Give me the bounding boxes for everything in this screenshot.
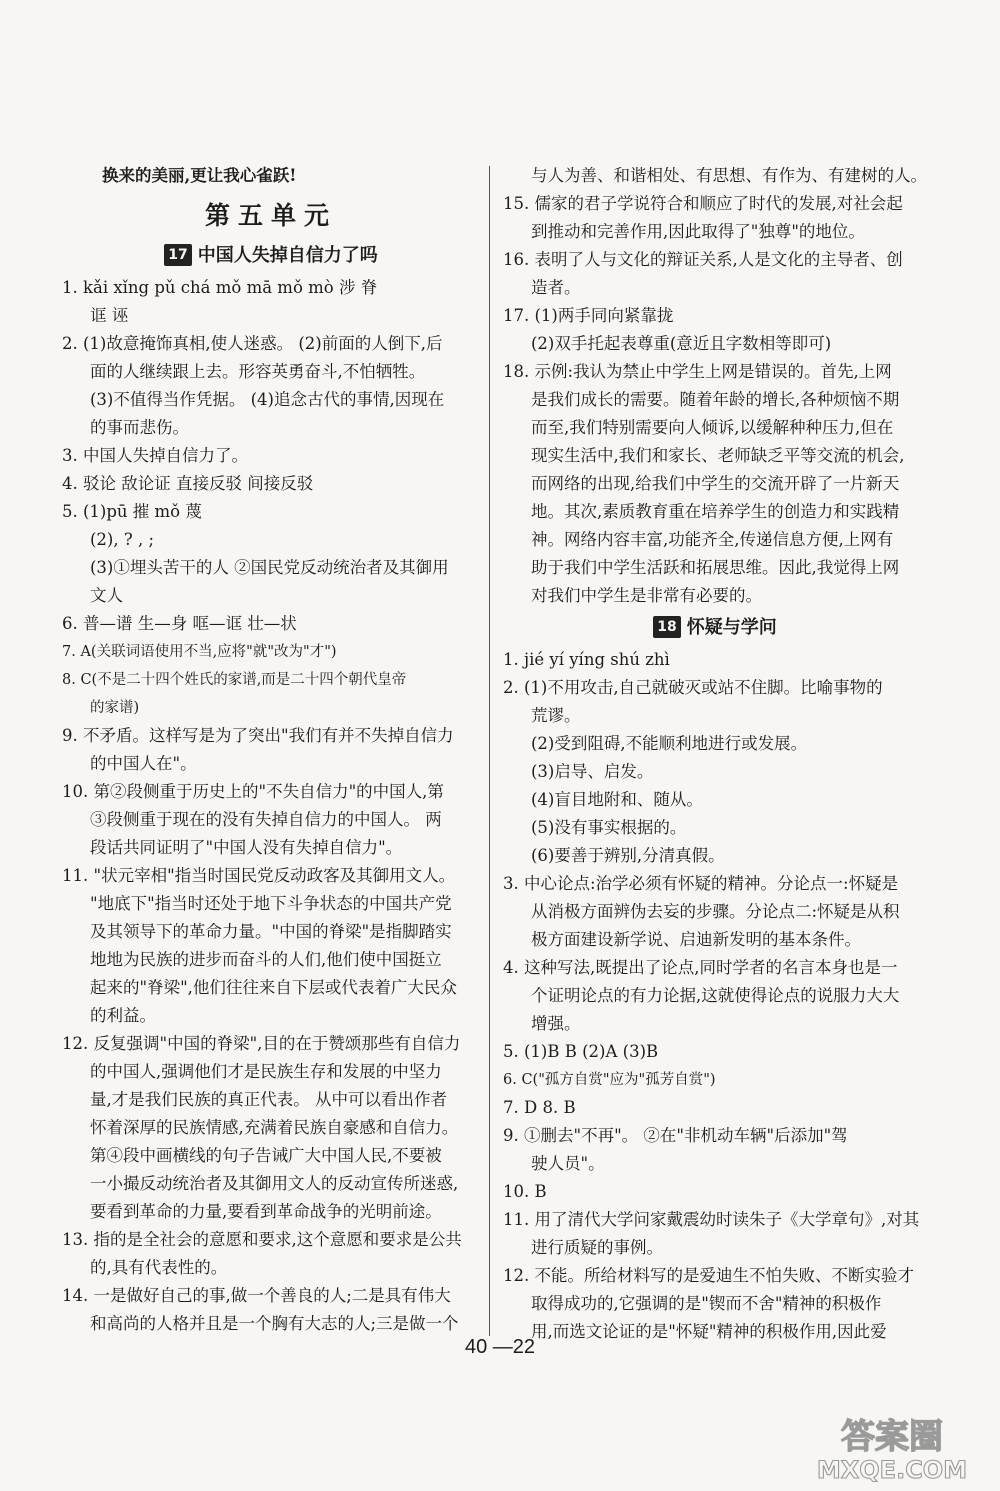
answer-line: 要看到革命的力量,要看到革命战争的光明前途。	[90, 1202, 442, 1221]
answer-line: (2)双手托起表尊重(意近且字数相等即可)	[531, 334, 832, 353]
answer-line: 文人	[90, 586, 123, 605]
answer-line: 一小撮反动统治者及其御用文人的反动宣传所迷惑,	[90, 1174, 459, 1193]
answer-line: 荒谬。	[531, 706, 581, 725]
answer-line: 的中国人,强调他们才是民族生存和发展的中坚力	[90, 1062, 442, 1081]
answer-line: 诓 诬	[90, 306, 129, 325]
answer-line: 7. A(关联词语使用不当,应将"就"改为"才")	[62, 644, 337, 660]
unit-title: 第五单元	[204, 201, 337, 230]
answer-line: 第④段中画横线的句子告诫广大中国人民,不要被	[90, 1146, 442, 1165]
answer-line: 14. 一是做好自己的事,做一个善良的人;二是具有伟大	[62, 1286, 451, 1305]
watermark-logo	[800, 1408, 985, 1484]
answer-line: 与人为善、和谐相处、有思想、有作为、有建树的人。	[531, 166, 927, 185]
answer-line: 4. 驳论 敌论证 直接反驳 间接反驳	[62, 474, 314, 493]
answer-line: 3. 中国人失掉自信力了。	[62, 446, 248, 465]
answer-line: 换来的美丽,更让我心雀跃!	[102, 166, 297, 185]
answer-line: 2. (1)故意掩饰真相,使人迷惑。 (2)前面的人倒下,后	[62, 334, 443, 353]
answer-line: 10. 第②段侧重于历史上的"不失自信力"的中国人,第	[62, 782, 444, 801]
answer-line: 而至,我们特别需要向人倾诉,以缓解种种压力,但在	[531, 418, 894, 437]
answer-line: 的,具有代表性的。	[90, 1258, 228, 1277]
answer-line: 地地为民族的进步而奋斗的人们,他们使中国挺立	[90, 950, 442, 969]
answer-line: 从消极方面辨伪去妄的步骤。分论点二:怀疑是从积	[531, 902, 900, 921]
page-number: 40 —22	[464, 1336, 536, 1358]
answer-line: (6)要善于辨别,分清真假。	[531, 846, 725, 865]
answer-line: 12. 不能。所给材料写的是爱迪生不怕失败、不断实验才	[503, 1266, 914, 1285]
lesson-number-badge: 18	[653, 616, 680, 638]
answer-line: 用,而选文论证的是"怀疑"精神的积极作用,因此爱	[531, 1322, 887, 1341]
right-column	[503, 162, 927, 1346]
answer-line: 11. "状元宰相"指当时国民党反动政客及其御用文人。	[62, 866, 456, 885]
answer-line: 对我们中学生是非常有必要的。	[531, 586, 762, 605]
answer-line: 极方面建设新学说、启迪新发明的基本条件。	[531, 930, 861, 949]
answer-line: 2. (1)不用攻击,自己就破灭或站不住脚。比喻事物的	[503, 678, 883, 697]
answer-line: 而网络的出现,给我们中学生的交流开辟了一片新天	[531, 474, 900, 493]
answer-line: (2), ? , ;	[90, 530, 155, 549]
answer-line: ③段侧重于现在的没有失掉自信力的中国人。 两	[90, 810, 442, 829]
answer-line: 的利益。	[90, 1006, 156, 1025]
lesson-title-text: 中国人失掉自信力了吗	[197, 245, 378, 266]
answer-line: 的家谱)	[90, 700, 140, 716]
answer-line: (4)盲目地附和、随从。	[531, 790, 703, 809]
watermark-en-text: MXQE.COM	[816, 1456, 968, 1484]
answer-line: 4. 这种写法,既提出了论点,同时学者的名言本身也是一	[503, 958, 898, 977]
answer-line: 17. (1)两手同向紧靠拢	[503, 306, 674, 325]
answer-line: 13. 指的是全社会的意愿和要求,这个意愿和要求是公共	[62, 1230, 462, 1249]
answer-line: 增强。	[531, 1014, 581, 1033]
answer-line: 和高尚的人格并且是一个胸有大志的人;三是做一个	[90, 1314, 459, 1333]
answer-line: (3)启导、启发。	[531, 762, 654, 781]
answer-line: 3. 中心论点:治学必须有怀疑的精神。分论点一:怀疑是	[503, 874, 899, 893]
answer-line: 地。其次,素质教育重在培养学生的创造力和实践精	[531, 502, 900, 521]
answer-line: 助于我们中学生活跃和拓展思维。因此,我觉得上网	[531, 558, 900, 577]
answer-line: 量,才是我们民族的真正代表。 从中可以看出作者	[90, 1090, 447, 1109]
watermark-cn-text: 答案圈	[841, 1417, 943, 1457]
answer-line: (3)不值得当作凭据。 (4)追念古代的事情,因现在	[90, 390, 445, 409]
answer-line: 1. jié yí yíng shú zhì	[503, 650, 670, 669]
answer-line: (2)受到阻碍,不能顺利地进行或发展。	[531, 734, 808, 753]
answer-line: 个证明论点的有力论据,这就使得论点的说服力大大	[531, 986, 900, 1005]
lesson-title-text: 怀疑与学问	[686, 617, 777, 638]
answer-line: 9. ①删去"不再"。 ②在"非机动车辆"后添加"驾	[503, 1126, 848, 1145]
answer-line: 1. kǎi xǐng pǔ chá mǒ mā mǒ mò 涉 脊	[62, 278, 378, 297]
answer-line: 造者。	[531, 278, 581, 297]
answer-line: 5. (1)B B (2)A (3)B	[503, 1042, 659, 1061]
lesson-number-badge: 17	[164, 244, 191, 266]
answer-line: 11. 用了清代大学问家戴震幼时读朱子《大学章句》,对其	[503, 1210, 920, 1229]
answer-line: 到推动和完善作用,因此取得了"独尊"的地位。	[531, 222, 865, 241]
answer-line: 是我们成长的需要。随着年龄的增长,各种烦恼不期	[531, 390, 900, 409]
answer-line: 神。网络内容丰富,功能齐全,传递信息方便,上网有	[531, 530, 894, 549]
answer-line: 的事而悲伤。	[90, 418, 189, 437]
left-column	[62, 162, 480, 1338]
answer-line: 8. C(不是二十四个姓氏的家谱,而是二十四个朝代皇帝	[62, 672, 407, 688]
answer-line: 18. 示例:我认为禁止中学生上网是错误的。首先,上网	[503, 362, 892, 381]
lesson-title	[62, 238, 480, 274]
answer-line: 起来的"脊梁",他们往往来自下层或代表着广大民众	[90, 978, 457, 997]
answer-line: 怀着深厚的民族情感,充满着民族自豪感和自信力。	[90, 1118, 459, 1137]
answer-line: 面的人继续跟上去。形容英勇奋斗,不怕牺牲。	[90, 362, 426, 381]
answer-line: (5)没有事实根据的。	[531, 818, 687, 837]
answer-line: 15. 儒家的君子学说符合和顺应了时代的发展,对社会起	[503, 194, 903, 213]
answer-line: 5. (1)pū 摧 mǒ 蔑	[62, 502, 202, 521]
answer-line: (3)①埋头苦干的人 ②国民党反动统治者及其御用	[90, 558, 449, 577]
answer-line: "地底下"指当时还处于地下斗争状态的中国共产党	[90, 894, 452, 913]
answer-line: 段话共同证明了"中国人没有失掉自信力"。	[90, 838, 403, 857]
lesson-title	[503, 610, 927, 646]
answer-line: 驶人员"。	[531, 1154, 605, 1173]
answer-line: 12. 反复强调"中国的脊梁",目的在于赞颂那些有自信力	[62, 1034, 461, 1053]
answer-line: 7. D 8. B	[503, 1098, 576, 1117]
answer-line: 16. 表明了人与文化的辩证关系,人是文化的主导者、创	[503, 250, 903, 269]
answer-line: 进行质疑的事例。	[531, 1238, 663, 1257]
answer-line: 6. 普—谱 生—身 哐—诓 壮—状	[62, 614, 297, 633]
answer-line: 取得成功的,它强调的是"锲而不舍"精神的积极作	[531, 1294, 882, 1313]
answer-line: 6. C("孤方自赏"应为"孤芳自赏")	[503, 1072, 716, 1088]
answer-line: 的中国人在"。	[90, 754, 197, 773]
answer-line: 10. B	[503, 1182, 547, 1201]
column-divider	[489, 166, 490, 1336]
answer-line: 及其领导下的革命力量。"中国的脊梁"是指脚踏实	[90, 922, 452, 941]
answer-line: 现实生活中,我们和家长、老师缺乏平等交流的机会,	[531, 446, 905, 465]
answer-line: 9. 不矛盾。这样写是为了突出"我们有并不失掉自信力	[62, 726, 454, 745]
